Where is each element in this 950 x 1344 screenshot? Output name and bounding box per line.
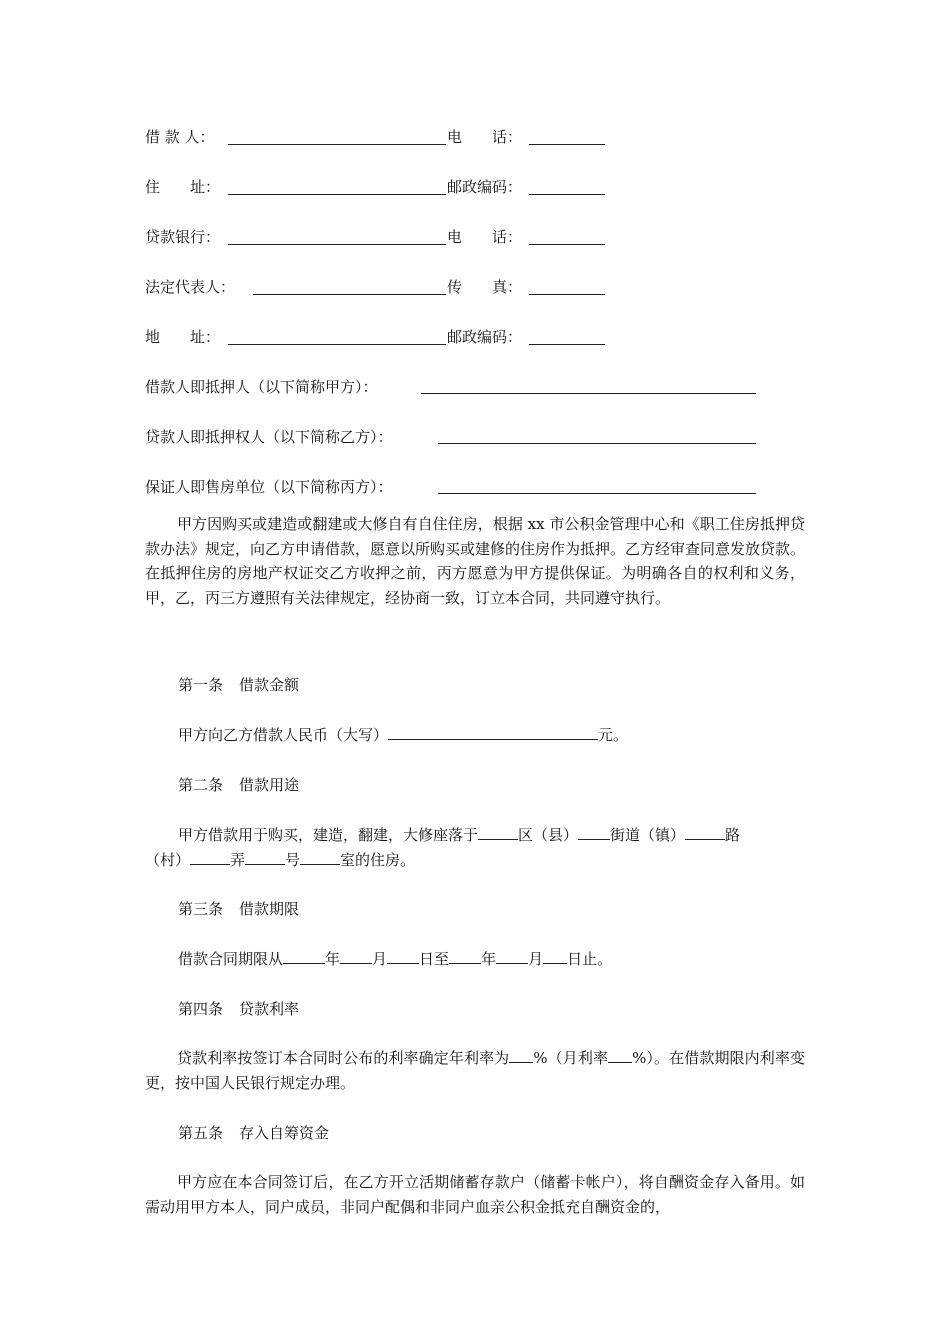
article-4-body bbox=[145, 1046, 805, 1095]
article-5-heading bbox=[178, 1123, 329, 1143]
field-label: 住 址： bbox=[145, 178, 221, 196]
field-label-right: 邮政编码： bbox=[447, 178, 523, 196]
article-number: 第四条 bbox=[178, 1000, 224, 1018]
article-2-heading bbox=[178, 775, 299, 795]
body-text: 月 bbox=[528, 950, 544, 968]
body-text: 月 bbox=[372, 950, 388, 968]
fill-blank bbox=[478, 825, 518, 840]
body-text: （村） bbox=[145, 851, 191, 869]
fill-line bbox=[228, 194, 446, 195]
field-label-right: 传 真： bbox=[447, 278, 523, 296]
fill-line bbox=[253, 294, 446, 295]
article-1-heading bbox=[178, 675, 299, 695]
fill-line bbox=[438, 493, 756, 494]
article-title: 借款期限 bbox=[239, 900, 300, 918]
article-2-body-line2 bbox=[145, 850, 415, 870]
article-1-body bbox=[178, 725, 628, 745]
body-text: 甲方向乙方借款人民币（大写） bbox=[178, 726, 389, 744]
fill-line bbox=[529, 194, 605, 195]
article-title: 借款金额 bbox=[239, 676, 300, 694]
body-text: 弄 bbox=[230, 851, 246, 869]
article-2-body-line1 bbox=[178, 825, 740, 845]
body-text: %）。在借款期限内利率变更，按中国人民银行规定办理。 bbox=[145, 1049, 805, 1092]
article-title: 贷款利率 bbox=[239, 1000, 300, 1018]
fill-line bbox=[228, 244, 446, 245]
fill-line bbox=[529, 144, 605, 145]
article-number: 第三条 bbox=[178, 900, 224, 918]
article-title: 存入自筹资金 bbox=[239, 1124, 330, 1142]
fill-line bbox=[529, 294, 605, 295]
fill-blank bbox=[496, 949, 528, 964]
fill-blank bbox=[449, 949, 481, 964]
fill-blank bbox=[190, 850, 230, 865]
body-text: 年 bbox=[325, 950, 341, 968]
field-label: 法定代表人： bbox=[145, 278, 236, 296]
article-4-heading bbox=[178, 999, 299, 1019]
fill-blank bbox=[543, 949, 567, 964]
body-text: 年 bbox=[481, 950, 497, 968]
field-label-right: 邮政编码： bbox=[447, 328, 523, 346]
fill-line bbox=[438, 443, 756, 444]
fill-blank bbox=[608, 1048, 632, 1063]
field-label-right: 电 话： bbox=[447, 128, 523, 146]
party-label: 借款人即抵押人（以下简称甲方）： bbox=[145, 378, 378, 396]
body-text: 贷款利率按签订本合同时公布的利率确定年利率为 bbox=[177, 1049, 510, 1067]
fill-line bbox=[228, 344, 446, 345]
field-label: 地 址： bbox=[145, 328, 221, 346]
body-text: 甲方借款用于购买，建造，翻建，大修座落于 bbox=[178, 826, 479, 844]
article-3-body bbox=[178, 949, 612, 969]
body-text: 室的住房。 bbox=[340, 851, 416, 869]
body-text: 区（县） bbox=[518, 826, 579, 844]
article-5-body: 甲方应在本合同签订后，在乙方开立活期储蓄存款户（储蓄卡帐户），将自酬资金存入备用。如需动用甲方本人，同户成员，非同户配偶和非同户血亲公积金抵充自酬资金的， bbox=[145, 1173, 805, 1216]
fill-line bbox=[529, 344, 605, 345]
fill-blank bbox=[509, 1048, 533, 1063]
body-text: %（月利率 bbox=[533, 1049, 609, 1067]
article-title: 借款用途 bbox=[239, 776, 300, 794]
fill-blank bbox=[245, 850, 285, 865]
body-text: 元。 bbox=[598, 726, 629, 744]
party-label: 保证人即售房单位（以下简称丙方）： bbox=[145, 478, 393, 496]
field-label: 借 款 人： bbox=[145, 128, 215, 146]
article-number: 第二条 bbox=[178, 776, 224, 794]
body-text: 路 bbox=[725, 826, 741, 844]
field-label-right: 电 话： bbox=[447, 228, 523, 246]
fill-blank bbox=[283, 949, 325, 964]
article-3-heading bbox=[178, 899, 299, 919]
fill-line bbox=[421, 393, 756, 394]
body-text: 借款合同期限从 bbox=[178, 950, 284, 968]
article-number: 第五条 bbox=[178, 1124, 224, 1142]
fill-blank bbox=[300, 850, 340, 865]
field-label: 贷款银行： bbox=[145, 228, 221, 246]
body-text: 日至 bbox=[419, 950, 450, 968]
fill-blank bbox=[388, 725, 598, 740]
fill-line bbox=[529, 244, 605, 245]
body-text: 日止。 bbox=[567, 950, 613, 968]
fill-blank bbox=[387, 949, 419, 964]
fill-line bbox=[228, 144, 446, 145]
fill-blank bbox=[685, 825, 725, 840]
party-label: 贷款人即抵押权人（以下简称乙方）： bbox=[145, 428, 393, 446]
preamble-paragraph: 甲方因购买或建造或翻建或大修自有自住住房，根据 xx 市公积金管理中心和《职工住房抵押贷款办法》规定，向乙方申请借款，愿意以所购买或建修的住房作为抵押。乙方经审查同意发放贷款。在抵押住房的房地产权证交乙方收押之前，丙方愿意为甲方提供保证。为明确各自的权利和义务，甲，乙，丙三方遵照有关法律规定，经协商一致，订立本合同，共同遵守执行。 bbox=[145, 515, 806, 607]
article-number: 第一条 bbox=[178, 676, 224, 694]
fill-blank bbox=[578, 825, 610, 840]
body-text: 号 bbox=[285, 851, 301, 869]
body-text: 街道（镇） bbox=[610, 826, 686, 844]
fill-blank bbox=[340, 949, 372, 964]
